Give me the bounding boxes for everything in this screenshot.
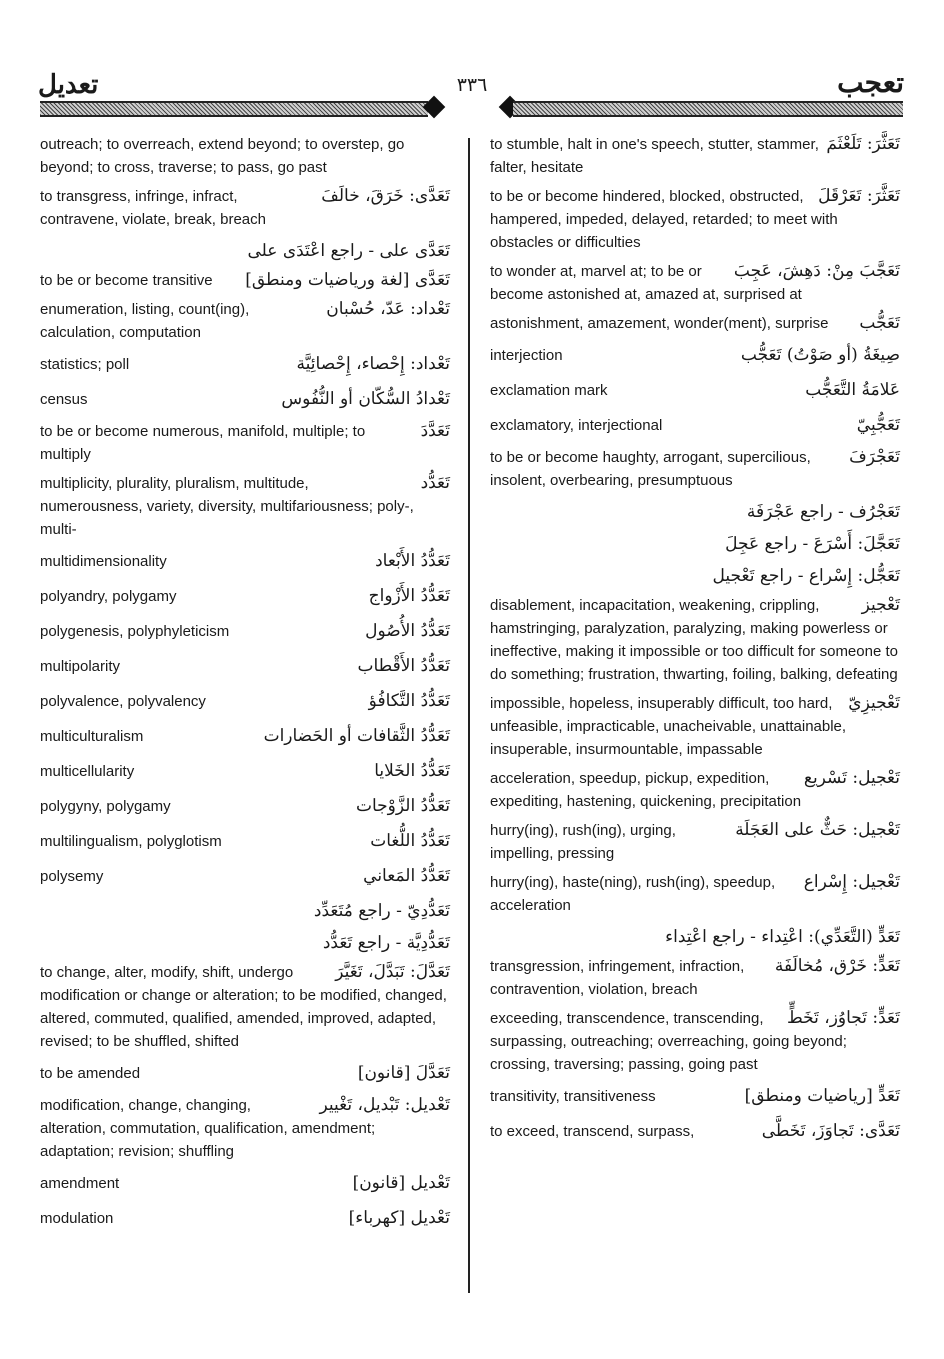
dictionary-entry [40, 1169, 450, 1198]
english-gloss: to be or become hindered, blocked, obstructed, hampered, impeded, delayed, retarded; to meet with obstacles or difficulties [490, 188, 838, 251]
dictionary-entry [490, 312, 900, 335]
english-gloss: transgression, infringement, infraction, contravention, violation, breach [490, 958, 745, 998]
arabic-headword: تَعْداد: عَدّ، حُسْبان [326, 299, 450, 319]
english-gloss: to wonder at, marvel at; to be or become astonished at, amazed at, surprised at [490, 263, 802, 303]
arabic-headword: تَعْجيل: تَسْريع [803, 768, 900, 788]
arabic-headword: تَعْديل: تَبْديل، تَغْيير [319, 1095, 450, 1115]
dictionary-entry [490, 446, 900, 492]
dictionary-entry [490, 955, 900, 1001]
header-rule-left [40, 101, 428, 117]
dictionary-entry [40, 792, 450, 821]
arabic-headword: تَعَدٍّ: تَجاوُز، تَخَطٍّ [786, 1008, 900, 1028]
arabic-headword: تَعَدُّدُ الأَقْطاب [357, 656, 450, 676]
arabic-headword: تَعَدُّدُ الأُصُول [365, 621, 450, 641]
dictionary-entry [40, 298, 450, 344]
cross-reference-entry: تَعَدُّدِيّ - راجع مُتَعَدِّد [313, 901, 450, 921]
dictionary-entry [40, 961, 450, 1053]
dictionary-entry [40, 582, 450, 611]
english-gloss: exclamation mark [490, 382, 608, 399]
cross-reference-entry: تَعَجُّل: إِسْراع - راجع تَعْجيل [712, 566, 900, 586]
english-gloss: census [40, 391, 88, 408]
english-gloss: to be or become transitive [40, 272, 213, 289]
english-gloss: polysemy [40, 868, 104, 885]
dictionary-entry [490, 871, 900, 917]
english-gloss: exclamatory, interjectional [490, 417, 663, 434]
arabic-headword: تَعْجيل: إِسْراع [803, 872, 900, 892]
cross-reference-entry: تَعَجْرُف - راجع عَجْرَفَة [746, 502, 900, 522]
english-gloss: exceeding, transcendence, transcending, surpassing, outreaching; overreaching, going beyond; crossing, traversing; passing, going past [490, 1010, 847, 1073]
english-gloss: statistics; poll [40, 356, 130, 373]
dictionary-entry [40, 1204, 450, 1233]
english-gloss: to stumble, halt in one's speech, stutter, stammer, falter, hesitate [490, 136, 819, 176]
arabic-headword: تَعَدَّى: تَجاوَزَ، تَخَطَّى [761, 1121, 900, 1141]
running-headword-right: تعجب [837, 66, 904, 99]
arabic-headword: تَعَدُّدُ المَعاني [363, 866, 450, 886]
arabic-headword: تَعَدُّدُ الأَزْواج [368, 586, 450, 606]
left-column [40, 133, 450, 1239]
dictionary-entry [40, 185, 450, 231]
english-gloss: interjection [490, 347, 563, 364]
dictionary-entry [40, 652, 450, 681]
dictionary-entry [40, 722, 450, 751]
dictionary-entry [40, 472, 450, 541]
arabic-headword: تَعَجُّبِيّ [856, 415, 900, 435]
dictionary-entry [490, 692, 900, 761]
arabic-headword: تَعْديل [قانون] [352, 1173, 450, 1193]
dictionary-entry [40, 827, 450, 856]
english-gloss: to be or become numerous, manifold, multiple; to multiply [40, 423, 366, 463]
dictionary-entry [40, 1059, 450, 1088]
arabic-headword: تَعَدُّدُ اللُّغات [370, 831, 450, 851]
english-gloss: disablement, incapacitation, weakening, crippling, hamstringing, paralyzation, paralyzing, making powerless or ineffective, making it impossible or too difficult for someone to do something; frustration, thwarting, foiling, balking, defeating [490, 597, 898, 683]
arabic-headword: تَعْجيز [861, 595, 900, 615]
dictionary-entry [490, 341, 900, 370]
column-divider [468, 138, 470, 1293]
dictionary-entry [490, 376, 900, 405]
arabic-headword: تَعَدُّدُ الزَّوْجات [355, 796, 450, 816]
english-gloss: multipolarity [40, 658, 121, 675]
english-gloss: polyandry, polygamy [40, 588, 177, 605]
english-gloss: polygenesis, polyphyleticism [40, 623, 230, 640]
english-gloss: hurry(ing), haste(ning), rush(ing), speedup, acceleration [490, 874, 776, 914]
arabic-headword: تَعَدُّدُ الثَّقافات أو الحَضارات [263, 726, 450, 746]
arabic-headword: صِيغَةُ (أو صَوْتُ) تَعَجُّب [740, 345, 900, 365]
header-rule-right [513, 101, 903, 117]
arabic-headword: تَعْدادُ السُّكّان أو النُّفُوس [281, 389, 450, 409]
dictionary-entry [40, 269, 450, 292]
arabic-headword: عَلامَةُ التَّعَجُّب [805, 380, 900, 400]
english-gloss: modulation [40, 1210, 114, 1227]
arabic-headword: تَعَدَّدَ [420, 421, 450, 441]
english-gloss: to exceed, transcend, surpass, [490, 1123, 695, 1140]
arabic-headword: تَعَدُّدُ الخَلايا [374, 761, 450, 781]
arabic-headword: تَعَثَّرَ: تَلَعْثَمَ [826, 134, 900, 154]
entry-continuation [40, 133, 450, 179]
dictionary-entry [490, 1007, 900, 1076]
english-gloss: polygyny, polygamy [40, 798, 171, 815]
dictionary-entry [490, 819, 900, 865]
cross-reference-entry: تَعَدُّدِيَّة - راجع تَعَدُّد [322, 933, 450, 953]
english-gloss: to transgress, infringe, infract, contravene, violate, break, breach [40, 188, 266, 228]
arabic-headword: تَعْجيل: حَثٌّ على العَجَلَة [735, 820, 900, 840]
dictionary-entry [40, 385, 450, 414]
right-column [490, 133, 900, 1152]
arabic-headword: تَعَدَّلَ: تَبَدَّلَ، تَغَيَّرَ [335, 962, 450, 982]
arabic-headword: تَعَدٍّ: خَرْق، مُخالَفَة [774, 956, 900, 976]
arabic-headword: تَعَجَّبَ مِنْ: دَهِشَ، عَجِبَ [733, 261, 900, 281]
dictionary-entry [40, 757, 450, 786]
cross-reference-entry: تَعَدَّى على - راجع اعْتَدَى على [247, 241, 450, 261]
arabic-headword: تَعَثَّرَ: تَعَرْقَلَ [818, 186, 900, 206]
english-gloss: multidimensionality [40, 553, 167, 570]
dictionary-entry [490, 411, 900, 440]
dictionary-entry [490, 767, 900, 813]
arabic-headword: تَعَدَّلَ [قانون] [357, 1063, 450, 1083]
dictionary-entry [490, 133, 900, 179]
arabic-headword: تَعَجُّب [859, 313, 900, 333]
dictionary-entry [40, 687, 450, 716]
english-gloss: acceleration, speedup, pickup, expedition, expediting, hastening, quickening, precipitation [490, 770, 802, 810]
dictionary-entry [490, 1117, 900, 1146]
dictionary-entry [40, 420, 450, 466]
arabic-headword: تَعَجْرَفَ [849, 447, 900, 467]
english-gloss: to be or become haughty, arrogant, supercilious, insolent, overbearing, presumptuous [490, 449, 811, 489]
arabic-headword: تَعَدٍّ [رياضيات ومنطق] [744, 1086, 900, 1106]
english-gloss: transitivity, transitiveness [490, 1088, 656, 1105]
dictionary-entry [40, 862, 450, 891]
english-gloss: impossible, hopeless, insuperably difficult, too hard, unfeasible, impracticable, unacheivable, unattainable, insuperable, insurmountable, impassable [490, 695, 847, 758]
dictionary-entry [40, 617, 450, 646]
dictionary-entry [490, 260, 900, 306]
english-gloss: polyvalence, polyvalency [40, 693, 206, 710]
arabic-headword: تَعَدَّى: خَرَقَ، خالَفَ [321, 186, 450, 206]
english-gloss: outreach; to overreach, extend beyond; to overstep, go beyond; to cross, traverse; to pass, go past [40, 136, 405, 176]
cross-reference-entry: تَعَجَّلَ: أَسْرَعَ - راجع عَجِلَ [725, 534, 900, 554]
english-gloss: multiplicity, plurality, pluralism, multitude, numerousness, variety, diversity, multifariousness; poly-, multi- [40, 475, 414, 538]
arabic-headword: تَعْداد: إِحْصاء، إِحْصائِيَّة [296, 354, 450, 374]
arabic-headword: تَعْديل [كهرباء] [348, 1208, 450, 1228]
english-gloss: multicellularity [40, 763, 135, 780]
arabic-headword: تَعَدُّدُ التَّكافُؤ [368, 691, 450, 711]
dictionary-entry [490, 185, 900, 254]
english-gloss: hurry(ing), rush(ing), urging, impelling, pressing [490, 822, 676, 862]
dictionary-entry [40, 547, 450, 576]
english-gloss: enumeration, listing, count(ing), calculation, computation [40, 301, 250, 341]
dictionary-entry [40, 1094, 450, 1163]
english-gloss: modification, change, changing, alteration, commutation, qualification, amendment; adaptation; revision; shuffling [40, 1097, 376, 1160]
arabic-headword: تَعَدُّد [420, 473, 450, 493]
arabic-headword: تَعَدُّدُ الأَبْعاد [375, 551, 450, 571]
page-number: ٣٣٦ [456, 74, 488, 96]
english-gloss: to change, alter, modify, shift, undergo modification or change or alteration; to be modified, changed, altered, commuted, qualified, amended, improved, adapted, revised; to be shuffled, shifted [40, 964, 447, 1050]
english-gloss: to be amended [40, 1065, 141, 1082]
arabic-headword: تَعْجيزِيّ [848, 693, 900, 713]
english-gloss: multilingualism, polyglotism [40, 833, 222, 850]
english-gloss: astonishment, amazement, wonder(ment), surprise [490, 315, 829, 332]
english-gloss: multiculturalism [40, 728, 144, 745]
dictionary-entry [490, 594, 900, 686]
cross-reference-entry: تَعَدٍّ (التَّعَدِّي): اعْتِداء - راجع اعْتِداء [665, 927, 900, 947]
dictionary-entry [40, 350, 450, 379]
arabic-headword: تَعَدَّى [لغة ورياضيات ومنطق] [245, 270, 450, 290]
running-headword-left: تعديل [38, 70, 99, 100]
dictionary-entry [490, 1082, 900, 1111]
english-gloss: amendment [40, 1175, 120, 1192]
